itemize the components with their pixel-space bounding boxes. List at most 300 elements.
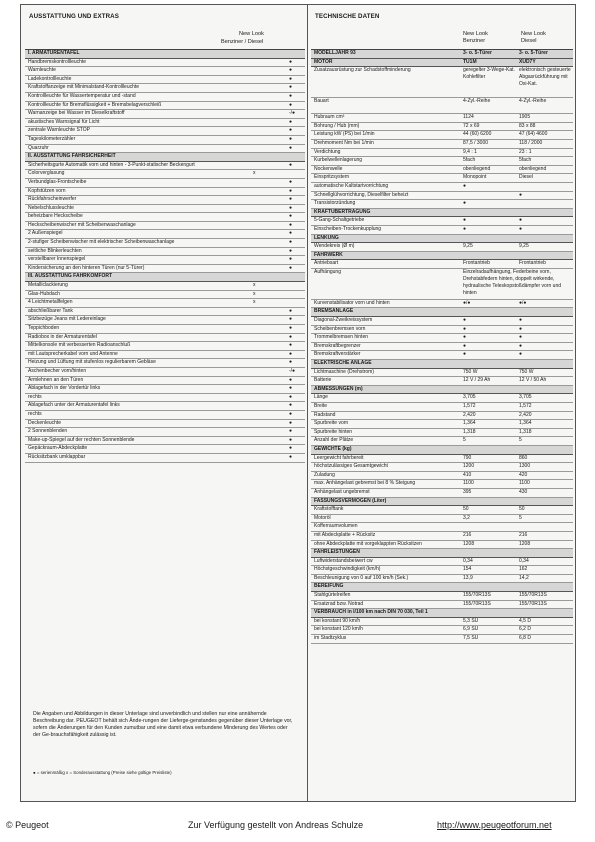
value-col-2: ● <box>519 225 523 232</box>
table-row <box>311 506 573 515</box>
row-label: abschließbarer Tank <box>28 307 73 314</box>
value-col-2: 0,34 <box>519 557 529 564</box>
row-label: KRAFTÜBERTRAGUNG <box>314 208 371 215</box>
value-col-2: ● <box>289 135 293 142</box>
value-col-2: XUD7Y <box>519 58 536 65</box>
section-header <box>25 50 305 59</box>
row-label: Einspritzsystem <box>314 174 350 181</box>
table-row <box>25 411 305 420</box>
row-label: Antriebsart <box>314 260 339 267</box>
value-col-1: 6,9 SU <box>463 626 479 633</box>
section-header <box>311 235 573 244</box>
table-row <box>25 179 305 188</box>
value-col-1: 155/70R13S <box>463 600 491 607</box>
table-row <box>25 420 305 429</box>
table-row <box>311 243 573 252</box>
value-col-1: x <box>253 282 256 289</box>
value-col-1: 1100 <box>463 480 474 487</box>
table-row <box>25 205 305 214</box>
value-col-2: ● <box>289 256 293 263</box>
row-label: Armlehnen an den Türen <box>28 376 84 383</box>
row-label: Luftwiderstandsbeiwert cw <box>314 557 373 564</box>
value-col-2: 118 / 2000 <box>519 139 543 146</box>
value-col-2: 3,705 <box>519 394 532 401</box>
value-col-2: ● <box>289 75 293 82</box>
value-col-2: 83 x 88 <box>519 122 536 129</box>
value-col-2: ● <box>289 67 293 74</box>
value-col-2: 420 <box>519 471 528 478</box>
value-col-1: ● <box>463 317 467 324</box>
value-col-1: ● <box>463 351 467 358</box>
section-header <box>311 609 573 618</box>
row-label: Ablagefach in der Vordertür links <box>28 385 101 392</box>
value-col-2: ● <box>289 376 293 383</box>
value-col-1: 790 <box>463 454 472 461</box>
row-label: Heizung und Lüftung mit stufenlos regulierbarem Gebläse <box>28 359 156 366</box>
equipment-col-head-2: Benziner / Diesel <box>221 39 264 45</box>
table-row <box>311 618 573 627</box>
table-row <box>25 291 305 300</box>
table-row <box>25 102 305 111</box>
table-row <box>311 166 573 175</box>
value-col-2: ● <box>519 334 523 341</box>
value-col-2: 155/70R13S <box>519 592 547 599</box>
row-label: Sitzbezüge Jeans mit Ledereinlage <box>28 316 106 323</box>
section-header <box>311 583 573 592</box>
section-header <box>311 209 573 218</box>
table-row <box>311 541 573 550</box>
value-col-2: 47 (64) 4600 <box>519 131 548 138</box>
value-col-2: ● <box>289 204 293 211</box>
value-col-2: 4-Zyl.-Reihe <box>519 98 547 105</box>
value-col-1: 750 W <box>463 368 478 375</box>
table-row <box>311 217 573 226</box>
row-label: Breite <box>314 403 328 409</box>
value-col-1: obenliegend <box>463 165 491 172</box>
value-col-2: ● <box>289 239 293 246</box>
row-label: Kindersicherung an den hinteren Türen (nur 5-Türer) <box>28 264 145 271</box>
row-label: Stahlgürtelreifen <box>314 592 351 599</box>
table-row <box>311 192 573 201</box>
table-row <box>25 342 305 351</box>
value-col-1: ●/● <box>463 299 471 306</box>
row-label: Schnellglühvorrichtung, Dieselfilter beheizt <box>314 191 409 198</box>
value-col-2: ● <box>519 342 523 349</box>
value-col-2: 5fach <box>519 157 532 164</box>
value-col-2: Diesel <box>519 174 533 181</box>
row-label: Nockenwelle <box>314 165 343 172</box>
row-label: VERBRAUCH in l/100 km nach DIN 70 030, Teil 1 <box>314 609 428 616</box>
table-row <box>25 145 305 154</box>
value-col-2: 750 W <box>519 368 534 375</box>
value-col-2: 1,318 <box>519 428 532 435</box>
table-row <box>311 67 573 98</box>
value-col-1: ● <box>463 334 467 341</box>
value-col-2: 162 <box>519 566 528 573</box>
value-col-1: 72 x 69 <box>463 122 480 129</box>
value-col-2: 3- o. 5-Türer <box>519 50 548 56</box>
row-label: Quarzuhr <box>28 144 49 151</box>
row-label: 5-Gang-Schaltgetriebe <box>314 217 365 224</box>
row-label: verstellbarer Innenspiegel <box>28 256 86 263</box>
table-row <box>25 67 305 76</box>
table-row <box>311 140 573 149</box>
table-row <box>311 260 573 269</box>
row-label: zentrale Warnleuchte STOP <box>28 127 90 134</box>
value-col-1: 1208 <box>463 540 475 547</box>
table-row <box>25 334 305 343</box>
value-col-1: 1,318 <box>463 428 476 435</box>
row-label: Leistung kW (PS) bei 1/min <box>314 131 375 138</box>
table-row <box>25 437 305 446</box>
section-header <box>311 386 573 395</box>
row-label: Kurvenstabilisator vorn und hinten <box>314 299 390 306</box>
technical-title: TECHNISCHE DATEN <box>315 13 380 20</box>
row-label: LENKUNG <box>314 234 339 241</box>
value-col-2: ● <box>289 118 293 125</box>
value-col-1: 155/70R13S <box>463 592 491 599</box>
table-row <box>25 213 305 222</box>
value-col-1: Frontantrieb <box>463 260 490 267</box>
table-row <box>25 162 305 171</box>
table-row <box>311 394 573 403</box>
table-row <box>311 626 573 635</box>
table-row <box>311 326 573 335</box>
value-col-2: 1208 <box>519 540 531 547</box>
row-label: Ersatzrad bzw. Notrad <box>314 600 364 607</box>
row-label: im Stadtzyklus <box>314 635 347 642</box>
row-label: FAHRWERK <box>314 251 343 258</box>
row-label: seitliche Blinkerleuchten <box>28 247 82 254</box>
footer-credit: Zur Verfügung gestellt von Andreas Schulze <box>188 820 364 830</box>
table-row <box>311 114 573 123</box>
section-header <box>311 498 573 507</box>
table-row <box>311 377 573 386</box>
row-label: I. ARMATURENTAFEL <box>28 50 80 56</box>
section-header <box>311 59 573 68</box>
row-label: Deckenleuchte <box>28 419 62 426</box>
row-label: 2 Außenspiegel <box>28 230 63 237</box>
row-label: Beschleunigung von 0 auf 100 km/h (Sek.) <box>314 574 409 581</box>
column-divider <box>307 5 308 801</box>
section-header <box>311 308 573 317</box>
value-col-2: ● <box>289 453 293 460</box>
value-col-1: 2,420 <box>463 411 476 418</box>
value-col-2: ● <box>289 58 293 65</box>
value-col-2: ● <box>289 247 293 254</box>
table-row <box>25 170 305 179</box>
value-col-1: ● <box>463 225 467 232</box>
table-row <box>311 369 573 378</box>
table-row <box>25 59 305 68</box>
value-col-1: 410 <box>463 471 472 478</box>
row-label: bei konstant 90 km/h <box>314 617 361 624</box>
table-row <box>25 402 305 411</box>
value-col-2: ● <box>519 191 523 198</box>
value-col-2: 155/70R13S <box>519 600 547 607</box>
value-col-2: ● <box>289 307 293 314</box>
table-row <box>311 149 573 158</box>
table-row <box>311 300 573 309</box>
value-col-2: ● <box>289 350 293 357</box>
value-col-2: ● <box>289 410 293 417</box>
table-row <box>311 200 573 209</box>
value-col-1: 5fach <box>463 157 476 164</box>
equipment-title: AUSSTATTUNG UND EXTRAS <box>29 13 119 20</box>
row-label: Zuladung <box>314 471 335 478</box>
section-header <box>311 446 573 455</box>
value-col-2: ● <box>289 187 293 194</box>
row-label: Ablagefach unter der Armaturentafel links <box>28 402 120 409</box>
value-col-2: ● <box>289 385 293 392</box>
row-label: Spurbreite vorn <box>314 420 349 427</box>
value-col-2: ● <box>289 393 293 400</box>
row-label: Kraftstoffanzeige mit Minimalstand-Kontrollleuchte <box>28 84 140 91</box>
value-col-2: elektronisch gesteuerte Abgasrückführung mit Oxi-Kat. <box>519 67 571 88</box>
row-label: MOTOR <box>314 58 333 65</box>
value-col-1: 7,5 SU <box>463 635 479 642</box>
value-col-1: 1124 <box>463 114 474 121</box>
technical-header <box>311 9 573 50</box>
value-col-1: ● <box>463 325 467 332</box>
table-row <box>25 445 305 454</box>
value-col-2: 9,25 <box>519 243 529 250</box>
table-row <box>311 123 573 132</box>
value-col-1: 4-Zyl.-Reihe <box>463 98 491 105</box>
row-label: Kontrollleuchte für Wassertemperatur und -stand <box>28 92 136 99</box>
table-row <box>311 343 573 352</box>
value-col-1: 1,364 <box>463 420 476 427</box>
row-label: ABMESSUNGEN (m) <box>314 385 363 392</box>
table-row <box>311 472 573 481</box>
row-label: Sicherheitsgurte Automatik vorn und hinten - 3-Punkt-statischer Beckengurt <box>28 161 195 168</box>
row-label: GEWICHTE (kg) <box>314 445 352 452</box>
value-col-1: 3,705 <box>463 394 476 401</box>
table-row <box>311 317 573 326</box>
value-col-2: 5 <box>519 514 522 521</box>
value-col-1: 44 (60) 6200 <box>463 131 492 138</box>
section-header <box>311 50 573 59</box>
value-col-2: ● <box>519 217 523 224</box>
value-col-2: 860 <box>519 454 528 461</box>
table-row <box>25 136 305 145</box>
table-row <box>25 385 305 394</box>
row-label: Trommelbremsen hinten <box>314 334 369 341</box>
row-label: Teppichboden <box>28 325 60 331</box>
row-label: Batterie <box>314 377 332 384</box>
table-row <box>25 359 305 368</box>
table-row <box>311 412 573 421</box>
value-col-1: 9,25 <box>463 243 473 250</box>
equipment-col-head-1: New Look <box>239 31 264 37</box>
value-col-1: 395 <box>463 488 472 495</box>
value-col-2: ● <box>289 84 293 91</box>
value-col-1: 3,2 <box>463 514 470 521</box>
row-label: Aschenbecher vorn/hinten <box>28 367 87 374</box>
value-col-2: ● <box>289 213 293 220</box>
value-col-2: 216 <box>519 531 528 538</box>
table-row <box>25 222 305 231</box>
row-label: rechts <box>28 410 42 417</box>
row-label: Make-up-Spiegel auf der rechten Sonnenblende <box>28 436 135 443</box>
table-row <box>311 334 573 343</box>
value-col-1: geregelter 3-Wege-Kat. Kohlefilter <box>463 67 515 81</box>
table-row <box>311 183 573 192</box>
technical-col-head-1a: New Look <box>463 31 488 37</box>
table-row <box>311 558 573 567</box>
value-col-2: ● <box>289 359 293 366</box>
technical-col-head-1b: Benziner <box>463 38 486 44</box>
row-label: Aufhängung <box>314 268 341 275</box>
value-col-2: ● <box>289 316 293 323</box>
value-col-1: 50 <box>463 506 469 513</box>
value-col-2: Frontantrieb <box>519 260 546 267</box>
equipment-header <box>25 9 305 50</box>
row-label: BREMSANLAGE <box>314 308 354 315</box>
value-col-1: 12 V / 29 Ah <box>463 377 491 384</box>
equipment-column <box>25 9 305 797</box>
value-col-2: -/● <box>289 110 296 117</box>
row-label: Anzahl der Plätze <box>314 437 354 444</box>
row-label: Lichtmaschine (Drehstrom) <box>314 368 375 375</box>
row-label: Heckscheibenwischer mit Scheibenwaschanlage <box>28 221 136 228</box>
row-label: Anhängelast ungebremst <box>314 488 370 495</box>
table-row <box>25 454 305 463</box>
value-col-1: 5,3 SU <box>463 617 479 624</box>
value-col-2: ● <box>289 144 293 151</box>
table-row <box>25 188 305 197</box>
value-col-1: 9,4 : 1 <box>463 148 477 155</box>
table-row <box>25 239 305 248</box>
row-label: Warnleuchte <box>28 67 56 74</box>
value-col-1: ● <box>463 342 467 349</box>
equipment-table <box>25 50 305 463</box>
value-col-1: 0,34 <box>463 557 473 564</box>
value-col-2: ●/● <box>519 299 527 306</box>
table-row <box>311 480 573 489</box>
row-label: Scheibenbremsen vorn <box>314 325 366 332</box>
row-label: Diagonal-Zweikreissystem <box>314 317 373 324</box>
value-col-2: ● <box>289 92 293 99</box>
table-row <box>25 299 305 308</box>
row-label: ohne Abdeckplatte mit vorgeklappten Rücksitzen <box>314 540 422 547</box>
table-row <box>311 515 573 524</box>
value-col-1: 13,9 <box>463 574 473 581</box>
table-row <box>25 84 305 93</box>
row-label: Kopfstützen vorn <box>28 187 66 194</box>
row-label: mit Lautsprecherkabel vorn und Antenne <box>28 350 118 357</box>
value-col-1: TU1M <box>463 58 477 65</box>
table-row <box>311 635 573 644</box>
row-label: Bauart <box>314 98 329 105</box>
table-row <box>25 325 305 334</box>
table-row <box>25 377 305 386</box>
value-col-2: ● <box>289 264 293 271</box>
row-label: Bremskraftverstärker <box>314 351 361 358</box>
row-label: Motoröl <box>314 514 331 521</box>
value-col-2: ● <box>519 325 523 332</box>
technical-col-head-2b: Diesel <box>521 38 537 44</box>
row-label: Rücksitzbank umklappbar <box>28 453 86 460</box>
section-header <box>311 360 573 369</box>
table-row <box>25 110 305 119</box>
value-col-2: ● <box>289 178 293 185</box>
table-row <box>25 394 305 403</box>
value-col-1: Monopoint <box>463 174 487 181</box>
section-header <box>311 252 573 261</box>
row-label: max. Anhängelast gebremst bei 8 % Steigung <box>314 480 416 487</box>
table-row <box>311 403 573 412</box>
section-header <box>311 549 573 558</box>
row-label: Zusatzausrüstung zur Schadstoffminderung <box>314 67 411 74</box>
table-row <box>25 265 305 274</box>
table-row <box>311 532 573 541</box>
row-label: 2-stufiger Scheibenwischer mit elektrischer Scheibenwaschanlage <box>28 239 175 246</box>
value-col-1: ● <box>463 217 467 224</box>
table-row <box>25 351 305 360</box>
table-row <box>311 226 573 235</box>
row-label: Bohrung / Hub (mm) <box>314 122 360 129</box>
row-label: Wendekreis (Ø m) <box>314 243 355 250</box>
row-label: Tageskilometerzähler <box>28 135 76 142</box>
technical-table <box>311 50 573 644</box>
value-col-2: obenliegend <box>519 165 547 172</box>
row-label: Warnanzeige bei Wasser im Dieselkraftstoff <box>28 110 125 117</box>
value-col-2: -/● <box>289 367 296 374</box>
section-header <box>25 273 305 282</box>
value-col-1: 1200 <box>463 463 475 470</box>
row-label: höchstzulässiges Gesamtgewicht <box>314 463 388 470</box>
table-row <box>25 428 305 437</box>
disclaimer-note: Die Angaben und Abbildungen in dieser Unterlage sind unverbindlich und stellen nur eine annähernde Beschreibung dar. PEUGEOT behält sich Ände-rungen der Lieferge-genstandes gegenüber dieser Unterlage vor, sofern die Änderungen für den Kunden zumutbar und eine damit etwa verbundene Minderung des Wertes oder der Ge-brauchsfähigkeit zulässig ist. <box>33 711 293 738</box>
value-col-2: ● <box>289 445 293 452</box>
value-col-1: ● <box>463 200 467 207</box>
row-label: Bremskraftbegrenzer <box>314 342 361 349</box>
row-label: automatische Kaltstartvorrichtung <box>314 182 389 189</box>
technical-data-column <box>311 9 573 797</box>
value-col-2: ● <box>289 101 293 108</box>
row-label: Glas-Hubdach <box>28 290 60 297</box>
value-col-2: ● <box>289 196 293 203</box>
value-col-2: ● <box>289 221 293 228</box>
legend-note: ● = serienmäßig x = Sonderausstattung (Preise siehe gültige Preisliste) <box>33 770 172 775</box>
table-row <box>25 248 305 257</box>
footer-link[interactable]: http://www.peugeotforum.net <box>437 820 552 830</box>
table-row <box>25 282 305 291</box>
row-label: 2 Sonnenblenden <box>28 428 68 435</box>
table-row <box>311 489 573 498</box>
row-label: Verdichtung <box>314 148 341 155</box>
row-label: Leergewicht fahrbereit <box>314 454 364 461</box>
value-col-2: 50 <box>519 506 525 513</box>
value-col-2: 23 : 1 <box>519 148 532 155</box>
table-row <box>311 437 573 446</box>
value-col-2: ● <box>289 419 293 426</box>
value-col-1: 87,5 / 3000 <box>463 139 489 146</box>
table-row <box>25 256 305 265</box>
value-col-2: 6,8 D <box>519 635 531 642</box>
table-row <box>311 420 573 429</box>
table-row <box>311 592 573 601</box>
value-col-2: 4,5 D <box>519 617 531 624</box>
table-row <box>311 131 573 140</box>
section-header <box>25 153 305 162</box>
table-row <box>25 308 305 317</box>
row-label: Nebelschlussleuchte <box>28 204 74 211</box>
row-label: rechts <box>28 393 42 400</box>
value-col-2: ● <box>289 333 293 340</box>
table-row <box>311 351 573 360</box>
